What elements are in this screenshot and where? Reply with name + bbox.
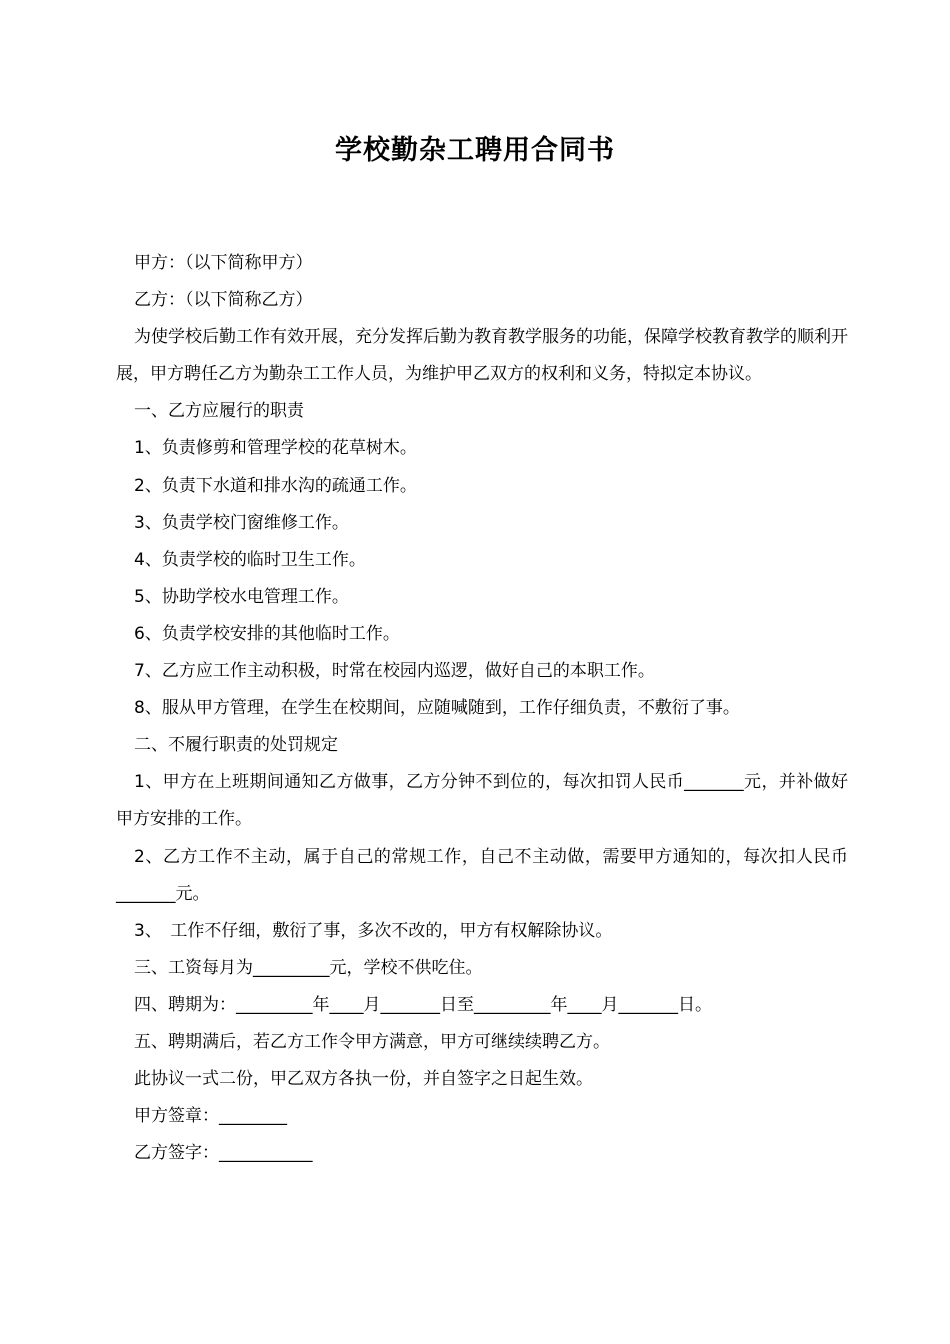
closing-clause: 此协议一式二份，甲乙双方各执一份，并自签字之日起生效。 <box>134 1069 593 1090</box>
duty-item: 1、负责修剪和管理学校的花草树木。 <box>134 438 417 459</box>
term-clause: 四、聘期为：_________年____月_______日至_________年____月_______日。 <box>134 994 712 1015</box>
duty-item: 3、负责学校门窗维修工作。 <box>134 512 349 533</box>
duty-item: 6、负责学校安排的其他临时工作。 <box>134 623 400 644</box>
party-a-signature-line: 甲方签章：________ <box>134 1106 287 1127</box>
party-b-line: 乙方：（以下简称乙方） <box>134 290 313 311</box>
duty-item: 2、负责下水道和排水沟的疏通工作。 <box>134 475 417 496</box>
duty-item: 4、负责学校的临时卫生工作。 <box>134 549 366 570</box>
penalty-item: 1、甲方在上班期间通知乙方做事，乙方分钟不到位的，每次扣罚人民币_______元，并补做好甲方安排的工作。 <box>116 772 848 830</box>
renewal-clause: 五、聘期满后，若乙方工作令甲方满意，甲方可继续续聘乙方。 <box>134 1031 610 1052</box>
document-title: 学校勤杂工聘用合同书 <box>335 135 615 166</box>
duty-item: 5、协助学校水电管理工作。 <box>134 586 349 607</box>
intro-paragraph: 为使学校后勤工作有效开展，充分发挥后勤为教育教学服务的功能，保障学校教育教学的顺利开展，甲方聘任乙方为勤杂工工作人员，为维护甲乙双方的权利和义务，特拟定本协议。 <box>116 327 848 385</box>
party-a-line: 甲方：（以下简称甲方） <box>134 253 313 273</box>
penalty-item: 2、乙方工作不主动，属于自己的常规工作，自己不主动做，需要甲方通知的，每次扣人民币_______元。 <box>116 846 848 904</box>
party-b-signature-line: 乙方签字：___________ <box>134 1143 313 1164</box>
penalty-item: 3、 工作不仔细，敷衍了事，多次不改的，甲方有权解除协议。 <box>134 920 613 941</box>
section2-heading: 二、不履行职责的处罚规定 <box>134 735 338 756</box>
document-body <box>116 245 848 1172</box>
section1-heading: 一、乙方应履行的职责 <box>134 401 304 422</box>
duty-item: 7、乙方应工作主动积极，时常在校园内巡逻，做好自己的本职工作。 <box>134 661 655 682</box>
duty-item: 8、服从甲方管理，在学生在校期间，应随喊随到，工作仔细负责，不敷衍了事。 <box>134 698 740 719</box>
salary-clause: 三、工资每月为_________元，学校不供吃住。 <box>134 957 483 978</box>
